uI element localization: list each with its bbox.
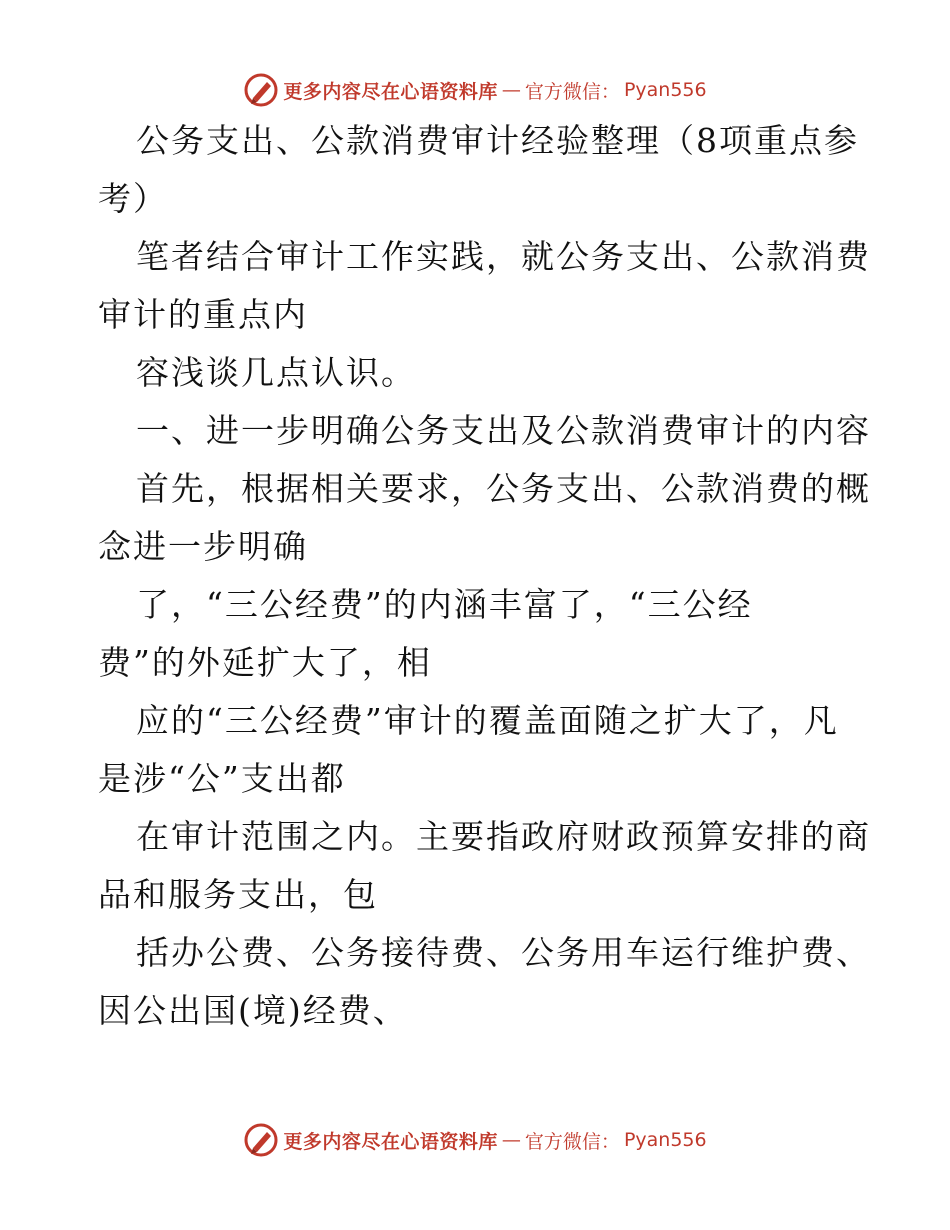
watermark-dash: —: [501, 1129, 521, 1151]
pen-logo-icon: [243, 72, 279, 108]
paragraph-line: 是涉“公”支出都: [98, 759, 346, 798]
watermark-wechat-id: Pyan556: [623, 79, 707, 101]
paragraph-line: 笔者结合审计工作实践，就公务支出、公款消费: [136, 237, 871, 276]
pen-logo-icon: [243, 1122, 279, 1158]
watermark-wechat-label: 官方微信：: [524, 1130, 620, 1153]
paragraph-line: 品和服务支出，包: [98, 875, 378, 914]
paragraph-line: 首先，根据相关要求，公务支出、公款消费的概: [136, 469, 871, 508]
title-line-1: 公务支出、公款消费审计经验整理（8项重点参: [136, 121, 859, 160]
paragraph-line: 念进一步明确: [98, 527, 308, 566]
paragraph-line: 容浅谈几点认识。: [136, 353, 416, 392]
paragraph-line: 应的“三公经费”审计的覆盖面随之扩大了，凡: [136, 701, 839, 740]
watermark-wechat-id: Pyan556: [623, 1129, 707, 1151]
watermark-dash: —: [501, 79, 521, 101]
paragraph-line: 审计的重点内: [98, 295, 308, 334]
paragraph-line: 因公出国(境)经费、: [98, 991, 408, 1030]
watermark-text: 更多内容尽在心语资料库: [283, 80, 498, 103]
watermark-text: 更多内容尽在心语资料库: [283, 1130, 498, 1153]
document-body: [98, 121, 871, 1050]
paragraph-line: 费”的外延扩大了，相: [98, 643, 432, 682]
header-watermark: [0, 72, 950, 108]
paragraph-line: 在审计范围之内。主要指政府财政预算安排的商: [136, 817, 871, 856]
watermark-wechat-label: 官方微信：: [524, 80, 620, 103]
footer-watermark: [0, 1122, 950, 1158]
paragraph-line: 了，“三公经费”的内涵丰富了，“三公经: [136, 585, 753, 624]
title-line-2: 考）: [98, 179, 168, 218]
paragraph-line: 括办公费、公务接待费、公务用车运行维护费、: [136, 933, 871, 972]
section-heading: 一、进一步明确公务支出及公款消费审计的内容: [136, 411, 871, 450]
